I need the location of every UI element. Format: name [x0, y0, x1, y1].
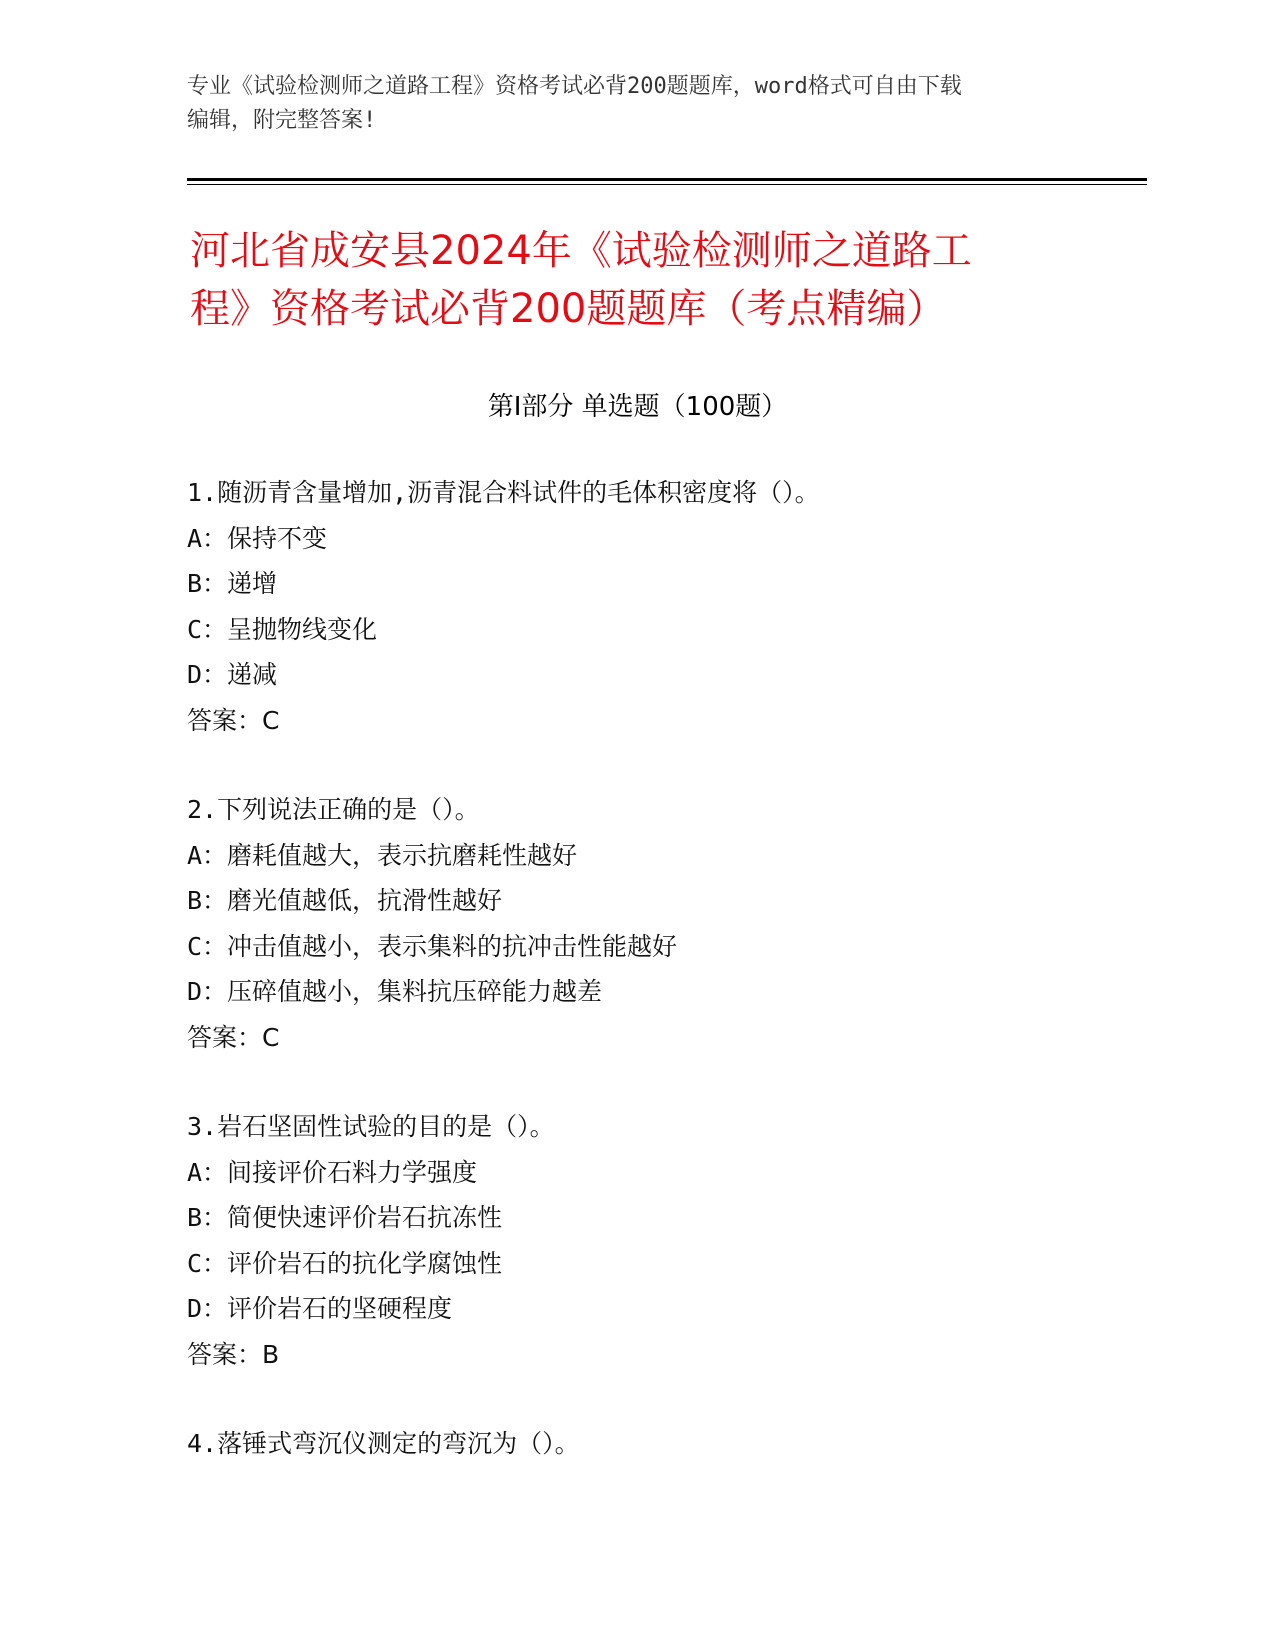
- answer-line: 答案：C: [187, 705, 280, 735]
- option-a: A：保持不变: [187, 523, 328, 553]
- question-stem: 1.随沥青含量增加,沥青混合料试件的毛体积密度将（）。: [187, 478, 820, 507]
- header-note-line2: 编辑，附完整答案!: [187, 108, 377, 133]
- option-d: D：压碎值越小，集料抗压碎能力越差: [187, 977, 603, 1006]
- header-divider-thick: [187, 178, 1147, 181]
- option-b: B：递增: [187, 569, 278, 598]
- answer-line: 答案：C: [187, 1022, 280, 1052]
- option-a: A：间接评价石料力学强度: [187, 1157, 478, 1187]
- document-title: [190, 222, 1090, 338]
- option-b: B：简便快速评价岩石抗冻性: [187, 1203, 503, 1232]
- question-stem: 4.落锤式弯沉仪测定的弯沉为（）。: [187, 1429, 580, 1458]
- question-item: [187, 787, 1127, 1060]
- option-b: B：磨光值越低，抗滑性越好: [187, 886, 503, 915]
- question-item: [187, 470, 1127, 743]
- option-d: D：递减: [187, 660, 278, 689]
- answer-line: 答案：B: [187, 1339, 280, 1369]
- option-d: D：评价岩石的坚硬程度: [187, 1294, 453, 1323]
- document-title-line2: 程》资格考试必背200题题库（考点精编）: [190, 286, 947, 332]
- option-c: C：呈抛物线变化: [187, 614, 378, 644]
- question-item: [187, 1421, 1127, 1467]
- question-stem: 2.下列说法正确的是（）。: [187, 795, 480, 824]
- section-title: 第Ⅰ部分 单选题（100题）: [487, 392, 788, 422]
- question-item: [187, 1104, 1127, 1377]
- document-title-line1: 河北省成安县2024年《试验检测师之道路工: [190, 228, 972, 274]
- header-divider-thin: [187, 184, 1147, 185]
- option-c: C：冲击值越小，表示集料的抗冲击性能越好: [187, 931, 678, 961]
- option-c: C：评价岩石的抗化学腐蚀性: [187, 1248, 503, 1278]
- question-list: [187, 470, 1127, 1511]
- header-note: [187, 70, 1067, 138]
- header-note-line1: 专业《试验检测师之道路工程》资格考试必背200题题库，word格式可自由下载: [187, 74, 962, 99]
- question-stem: 3.岩石坚固性试验的目的是（）。: [187, 1112, 555, 1141]
- option-a: A：磨耗值越大，表示抗磨耗性越好: [187, 840, 578, 870]
